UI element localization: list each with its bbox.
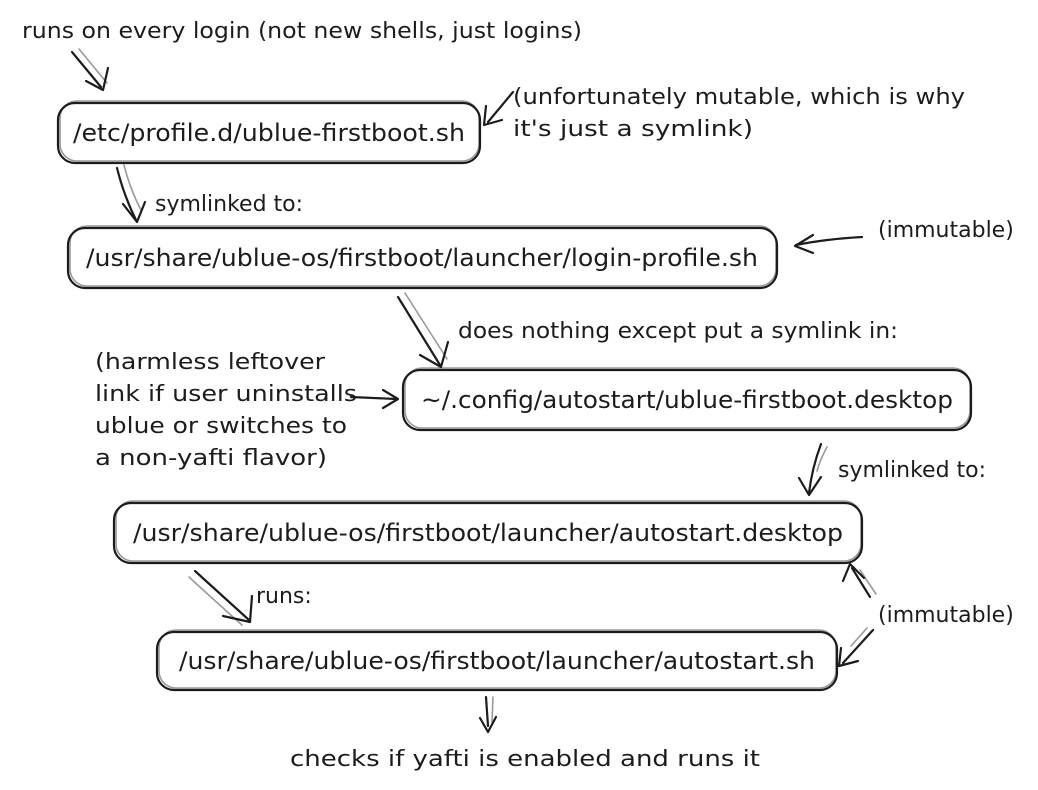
arrow-immutable2-to-autostart-script (839, 628, 873, 666)
node-label-autostart-desktop: /usr/share/ublue-os/firstboot/launcher/autostart.desktop (133, 519, 843, 547)
node-autostart-desktop (114, 501, 862, 563)
node-label-etc-profile-script: /etc/profile.d/ublue-firstboot.sh (73, 119, 465, 147)
node-label-login-profile-script: /usr/share/ublue-os/firstboot/launcher/login-profile.sh (86, 244, 758, 272)
note-runs-on-every-login: runs on every login (not new shells, just logins) (22, 19, 582, 44)
arrow-autostart-desktop-to-autostart-script (189, 571, 252, 625)
arrow-note-to-etc-profile (72, 49, 108, 90)
node-autostart-script (157, 630, 837, 690)
note-does-nothing: does nothing except put a symlink in: (458, 319, 898, 344)
node-label-autostart-script: /usr/share/ublue-os/firstboot/launcher/autostart.sh (179, 647, 815, 675)
arrow-mutable-note-to-etc-profile (484, 92, 513, 125)
node-label-autostart-symlink: ~/.config/autostart/ublue-firstboot.desktop (421, 386, 953, 414)
note-checks-yafti: checks if yafti is enabled and runs it (290, 747, 761, 772)
note-harmless-line1: (harmless leftover (95, 350, 327, 375)
note-symlinked-to-1: symlinked to: (155, 192, 304, 217)
arrow-autostart-script-to-bottom-note (480, 697, 496, 732)
arrow-etc-profile-to-login-profile (117, 165, 145, 222)
arrow-immutable2-to-autostart-desktop (843, 564, 876, 597)
arrow-autostart-symlink-to-autostart-desktop (799, 444, 827, 495)
note-harmless-line4: a non-yafti flavor) (95, 446, 327, 471)
node-login-profile-script (68, 226, 777, 288)
node-autostart-symlink (403, 368, 971, 430)
arrow-login-profile-to-autostart-symlink (398, 293, 448, 367)
note-harmless-line2: link if user uninstalls (95, 382, 357, 407)
arrow-immutable1-to-login-profile (795, 235, 862, 253)
note-immutable-1: (immutable) (878, 218, 1014, 243)
note-runs: runs: (256, 584, 312, 609)
node-etc-profile-script (58, 101, 480, 163)
note-mutable-line1: (unfortunately mutable, which is why (513, 85, 965, 110)
note-immutable-2: (immutable) (878, 603, 1014, 628)
note-harmless-line3: ublue or switches to (95, 414, 347, 439)
arrow-harmless-note-to-autostart-symlink (351, 390, 398, 408)
note-mutable-line2: it's just a symlink) (513, 117, 753, 142)
note-symlinked-to-2: symlinked to: (838, 458, 987, 483)
